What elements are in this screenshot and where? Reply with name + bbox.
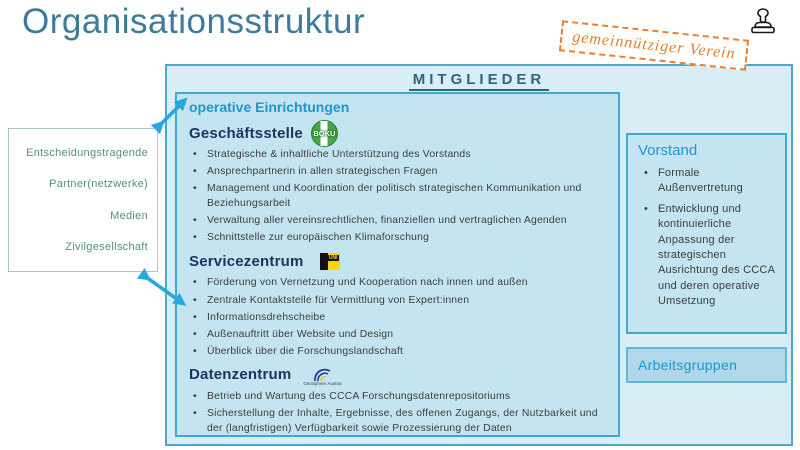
vorstand-box xyxy=(626,133,787,334)
datenzentrum-bullet-list xyxy=(191,389,610,436)
servicezentrum-bullet-list xyxy=(191,275,610,358)
bullet-item: • Betrieb und Wartung des CCCA Forschungsdatenrepositoriums xyxy=(191,389,610,404)
vorstand-header: Vorstand xyxy=(638,142,698,159)
geosphere-logo-caption: GeoSphere Austria xyxy=(303,380,342,386)
bullet-item: • Entwicklung und kontinuierliche Anpassung der strategischen Ausrichtung des CCCA und deren operative Umsetzung xyxy=(642,202,780,310)
page-title: Organisationsstruktur xyxy=(22,2,366,41)
geschaeftsstelle-bullet-list xyxy=(191,147,610,245)
bullet-item: • Schnittstelle zur europäischen Klimaforschung xyxy=(191,230,610,245)
bullet-item: • Zentrale Kontaktstelle für Vermittlung von Expert:innen xyxy=(191,293,610,308)
members-header-label: MITGLIEDER xyxy=(409,71,550,91)
vorstand-bullet-list xyxy=(642,166,780,310)
section-title-servicezentrum: Servicezentrum xyxy=(189,252,304,270)
bullet-item: • Förderung von Vernetzung und Kooperation nach innen und außen xyxy=(191,275,610,290)
boku-logo-text: BOKU xyxy=(313,128,336,138)
stakeholder-item: Zivilgesellschaft xyxy=(65,241,148,254)
stakeholder-item: Medien xyxy=(110,209,148,222)
section-servicezentrum-header xyxy=(189,248,610,274)
nonprofit-badge-label: gemeinnütziger Verein xyxy=(571,27,737,63)
operative-header: operative Einrichtungen xyxy=(189,99,350,115)
bullet-item: • Verwaltung aller vereinsrechtlichen, finanziellen und vertraglichen Agenden xyxy=(191,213,610,228)
uni-logo-icon xyxy=(320,253,340,270)
section-title-geschaeftsstelle: Geschäftsstelle xyxy=(189,124,303,142)
section-title-datenzentrum: Datenzentrum xyxy=(189,366,292,384)
stakeholder-item: Entscheidungstragende xyxy=(26,146,148,159)
bullet-item: • Außenauftritt über Website und Design xyxy=(191,327,610,342)
stamp-icon xyxy=(748,7,778,41)
uni-logo-text: UNI xyxy=(328,254,338,261)
section-datenzentrum-header xyxy=(189,362,610,388)
section-geschaeftsstelle-header xyxy=(189,120,610,146)
stakeholder-item: Partner(netzwerke) xyxy=(49,178,148,191)
bullet-item: • Formale Außenvertretung xyxy=(642,166,780,197)
geosphere-swirl-icon xyxy=(311,367,333,382)
geosphere-logo-icon xyxy=(303,367,341,387)
boku-logo-icon xyxy=(311,120,338,147)
operative-box xyxy=(175,92,620,437)
bullet-item: • Informationsdrehscheibe xyxy=(191,310,610,325)
bullet-item: • Strategische & inhaltliche Unterstützung des Vorstands xyxy=(191,147,610,162)
arbeitsgruppen-label: Arbeitsgruppen xyxy=(638,357,738,373)
uni-logo-bar xyxy=(320,253,328,270)
bullet-item: • Überblick über die Forschungslandschaft xyxy=(191,344,610,359)
stakeholders-box xyxy=(8,128,158,272)
bullet-item: • Sicherstellung der Inhalte, Ergebnisse, des offenen Zugangs, der Nutzbarkeit und der (langfristigen) Verfügbarkeit sowie Prozessierung der Daten xyxy=(191,406,610,436)
bullet-item: • Management und Koordination der politisch strategischen Kommunikation und Beziehungsarbeit xyxy=(191,181,610,211)
bullet-item: • Ansprechpartnerin in allen strategischen Fragen xyxy=(191,164,610,179)
members-header xyxy=(167,71,791,91)
arbeitsgruppen-box xyxy=(626,347,787,383)
